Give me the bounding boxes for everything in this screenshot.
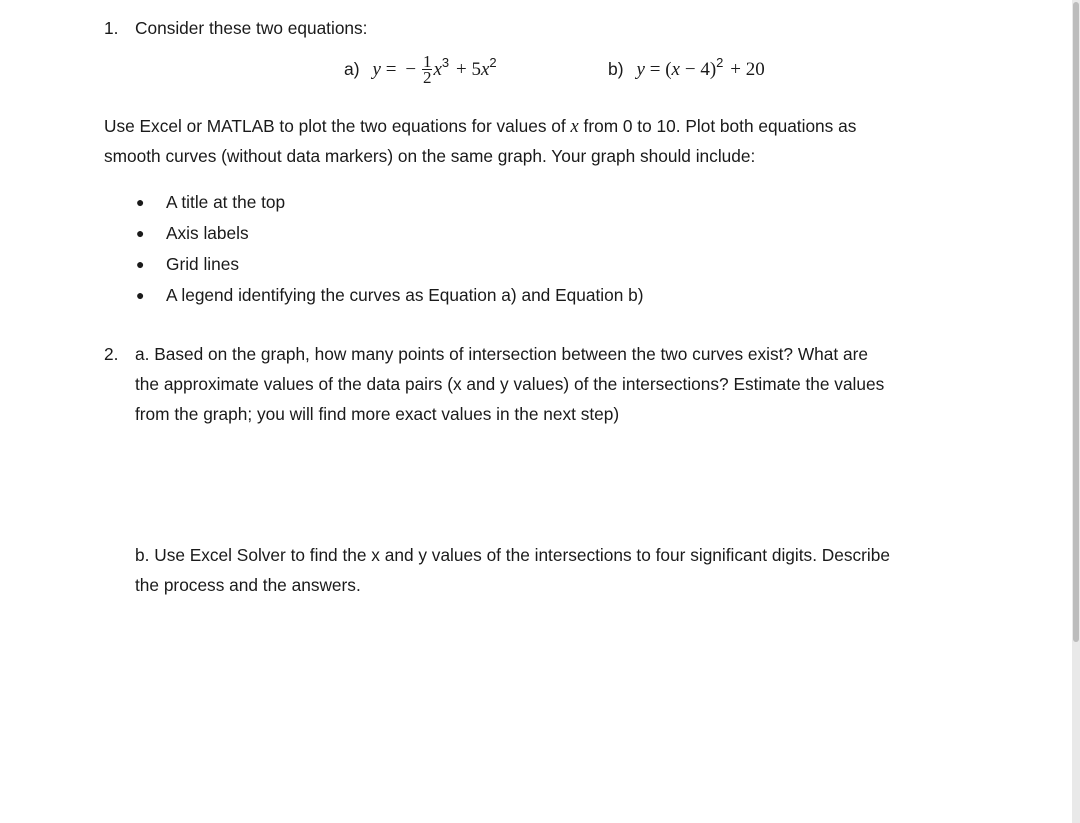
equation-a-exponent-3: 3 <box>441 55 450 71</box>
equation-a-x-squared: x <box>480 59 490 81</box>
question-1-intro: Consider these two equations: <box>135 18 368 38</box>
question-2b-line-1: b. Use Excel Solver to find the x and y values of the intersections to four significant digits. Describe <box>135 545 890 565</box>
question-2b-line-2: the process and the answers. <box>135 575 361 595</box>
bullet-item <box>136 281 643 311</box>
equation-a-denominator: 2 <box>422 68 432 87</box>
instruction-line-1-pre: Use Excel or MATLAB to plot the two equations for values of <box>104 116 571 136</box>
question-2-number: 2. <box>104 344 119 364</box>
instruction-line-1-post: from 0 to 10. Plot both equations as <box>578 116 857 136</box>
instruction-line-1 <box>104 112 856 142</box>
bullet-icon: ● <box>136 225 145 241</box>
equation-b-equals: = ( <box>649 59 672 80</box>
vertical-scrollbar[interactable] <box>1072 0 1080 823</box>
question-1-number: 1. <box>104 18 119 38</box>
equation-b-exponent: 2 <box>716 55 724 70</box>
bullet-text: Axis labels <box>166 223 249 243</box>
equation-a-equals: = <box>385 59 397 81</box>
question-2a-line-3: from the graph; you will find more exact values in the next step) <box>135 404 620 424</box>
equation-b-x: x <box>671 59 680 80</box>
bullet-icon: ● <box>136 287 145 303</box>
equation-b-y: y <box>636 59 645 80</box>
question-2a-line-1: a. Based on the graph, how many points of intersection between the two curves exist? What are <box>135 344 868 364</box>
bullet-text: Grid lines <box>166 254 239 274</box>
equation-a-numerator: 1 <box>422 52 432 71</box>
equation-a-plus-5: + 5 <box>455 59 481 81</box>
bullet-text: A legend identifying the curves as Equation a) and Equation b) <box>166 285 644 305</box>
equation-a-x-cubed: x <box>433 59 442 81</box>
instruction-line-2: smooth curves (without data markers) on the same graph. Your graph should include: <box>104 146 756 166</box>
equation-a-y: y <box>372 59 381 81</box>
scrollbar-thumb[interactable] <box>1073 2 1079 642</box>
bullet-icon: ● <box>136 256 145 272</box>
instruction-variable-x: x <box>570 117 579 137</box>
equation-a <box>344 52 497 87</box>
equation-b <box>608 55 765 84</box>
equation-b-label: b) <box>608 59 624 79</box>
question-2a-line-2: the approximate values of the data pairs (x and y values) of the intersections? Estimate the values <box>135 374 885 394</box>
equation-b-minus-4: − 4) <box>684 59 717 80</box>
bullet-item <box>136 250 239 280</box>
equation-a-label: a) <box>344 59 360 80</box>
bullet-item <box>136 219 249 249</box>
bullet-icon: ● <box>136 194 145 210</box>
equation-a-fraction <box>422 54 433 85</box>
equation-b-plus-20: + 20 <box>730 59 765 80</box>
equation-a-minus: − <box>405 59 417 81</box>
equation-a-exponent-2: 2 <box>489 55 497 71</box>
bullet-item <box>136 188 285 218</box>
bullet-text: A title at the top <box>166 192 286 212</box>
